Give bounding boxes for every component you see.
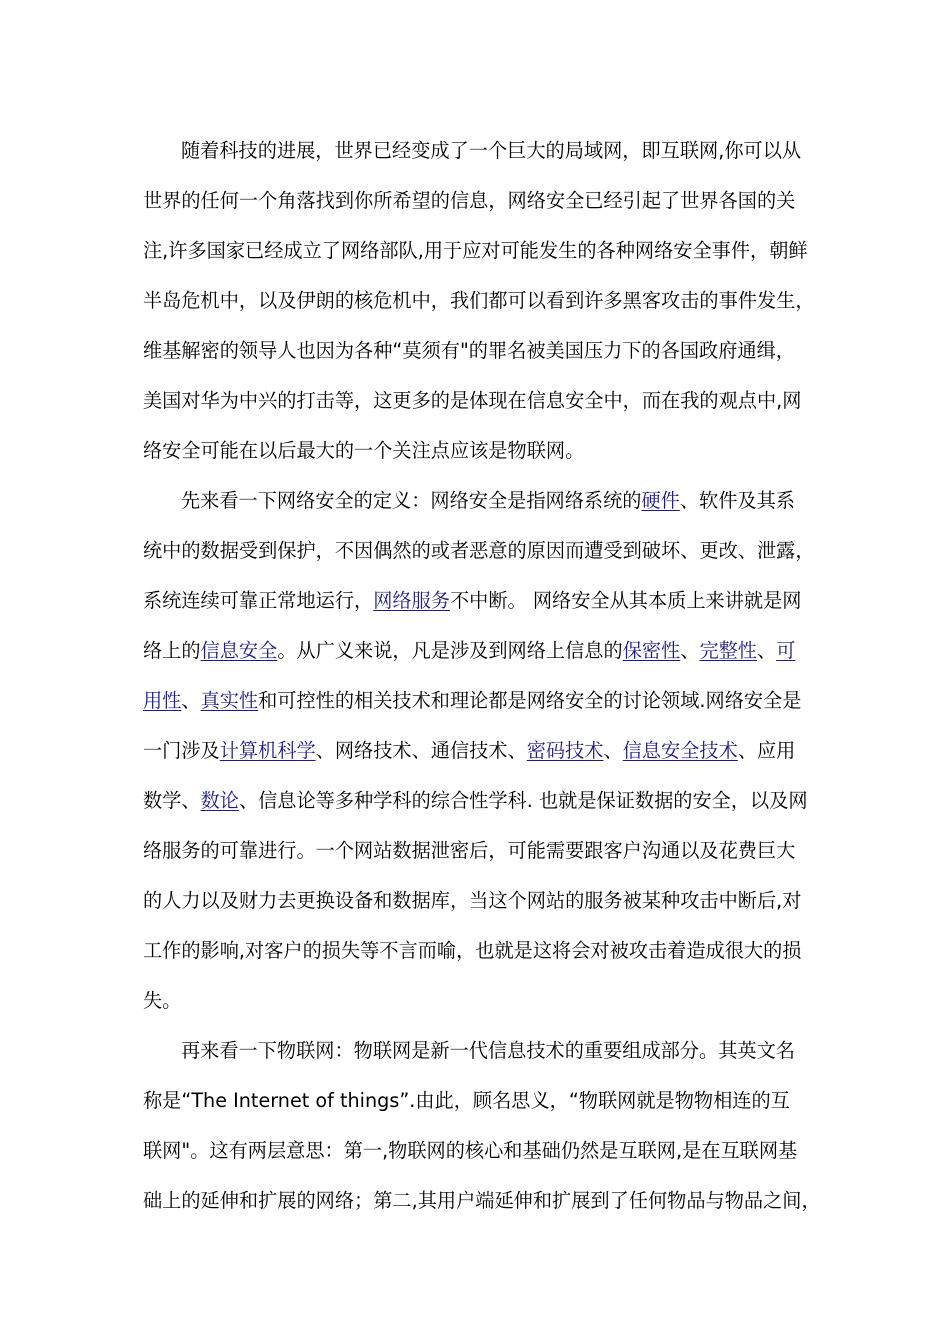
text-line [143, 1082, 813, 1132]
document-body [143, 132, 821, 1232]
text-run: 、 [757, 639, 777, 662]
text-line [143, 282, 813, 332]
text-run: 称是“The Internet of things”.由此，顾名思义，“物联网就是物物相连的互 [143, 1089, 790, 1112]
paragraph [143, 132, 813, 482]
text-run: 络安全可能在以后最大的一个关注点应该是物联网。 [143, 439, 585, 462]
text-run: 、网络技术、通信技术、 [315, 739, 527, 762]
text-run: 系统连续可靠正常地运行， [143, 589, 374, 612]
text-run: 、应用 [737, 739, 796, 762]
text-line [143, 582, 813, 632]
text-run: 数学、 [143, 789, 201, 812]
text-run: 、 [603, 739, 623, 762]
text-run: 。从广义来说，凡是涉及到网络上信息的 [277, 639, 623, 662]
text-line [143, 1032, 813, 1082]
text-run: 先来看一下网络安全的定义：网络安全是指网络系统的 [181, 489, 642, 512]
text-run: 半岛危机中，以及伊朗的核危机中，我们都可以看到许多黑客攻击的事件发生， [143, 289, 815, 312]
text-line [143, 1132, 813, 1182]
text-run: 、 [680, 639, 700, 662]
text-run: 联网"。这有两层意思：第一,物联网的核心和基础仍然是互联网,是在互联网基 [143, 1139, 798, 1162]
hyperlink[interactable]: 密码技术 [526, 739, 604, 762]
hyperlink[interactable]: 保密性 [622, 639, 681, 662]
hyperlink[interactable]: 硬件 [641, 489, 680, 512]
text-line [143, 932, 813, 982]
text-run: 、软件及其系 [679, 489, 795, 512]
text-run: 工作的影响,对客户的损失等不言而喻，也就是这将会对被攻击着造成很大的损 [143, 939, 802, 962]
text-line [143, 482, 813, 532]
hyperlink[interactable]: 网络服务 [373, 589, 450, 612]
text-run: 络服务的可靠进行。一个网站数据泄密后，可能需要跟客户沟通以及花费巨大 [143, 839, 796, 862]
text-line [143, 832, 813, 882]
text-line [143, 132, 813, 182]
text-run: 世界的任何一个角落找到你所希望的信息，网络安全已经引起了世界各国的关 [143, 189, 796, 212]
text-line [143, 182, 813, 232]
text-line [143, 382, 813, 432]
text-run: 维基解密的领导人也因为各种“莫须有"的罪名被美国压力下的各国政府通缉， [143, 339, 795, 362]
text-line [143, 232, 813, 282]
text-run: 、 [181, 689, 201, 712]
text-run: 的人力以及财力去更换设备和数据库，当这个网站的服务被某种攻击中断后,对 [143, 889, 802, 912]
text-run: 再来看一下物联网：物联网是新一代信息技术的重要组成部分。其英文名 [181, 1039, 795, 1062]
hyperlink[interactable]: 真实性 [200, 689, 259, 712]
hyperlink[interactable]: 计算机科学 [219, 739, 316, 762]
text-run: 注,许多国家已经成立了网络部队,用于应对可能发生的各种网络安全事件，朝鲜 [143, 239, 808, 262]
text-run: 和可控性的相关技术和理论都是网络安全的讨论领域.网络安全是 [258, 689, 802, 712]
hyperlink[interactable]: 可 [776, 639, 796, 662]
paragraph [143, 482, 813, 1032]
text-line [143, 432, 813, 482]
text-run: 络上的 [143, 639, 201, 662]
text-run: 础上的延伸和扩展的网络；第二,其用户端延伸和扩展到了任何物品与物品之间， [143, 1189, 821, 1212]
text-line [143, 882, 813, 932]
text-run: 统中的数据受到保护，不因偶然的或者恶意的原因而遭受到破坏、更改、泄露， [143, 539, 815, 562]
text-line [143, 782, 813, 832]
text-run: 一门涉及 [143, 739, 220, 762]
hyperlink[interactable]: 完整性 [699, 639, 757, 662]
text-line [143, 632, 813, 682]
hyperlink[interactable]: 信息安全 [200, 639, 278, 662]
text-line [143, 682, 813, 732]
hyperlink[interactable]: 用性 [143, 689, 182, 712]
text-line [143, 982, 813, 1032]
text-line [143, 332, 813, 382]
text-run: 不中断。 网络安全从其本质上来讲就是网 [450, 589, 802, 612]
text-run: 美国对华为中兴的打击等，这更多的是体现在信息安全中，而在我的观点中,网 [143, 389, 802, 412]
hyperlink[interactable]: 数论 [200, 789, 239, 812]
text-run: 随着科技的进展，世界已经变成了一个巨大的局域网，即互联网,你可以从 [181, 139, 802, 162]
text-run: 、信息论等多种学科的综合性学科. 也就是保证数据的安全，以及网 [238, 789, 808, 812]
text-line [143, 532, 813, 582]
text-line [143, 1182, 821, 1232]
hyperlink[interactable]: 信息安全技术 [622, 739, 738, 762]
text-run: 失。 [143, 989, 182, 1012]
text-line [143, 732, 813, 782]
paragraph [143, 1032, 821, 1232]
